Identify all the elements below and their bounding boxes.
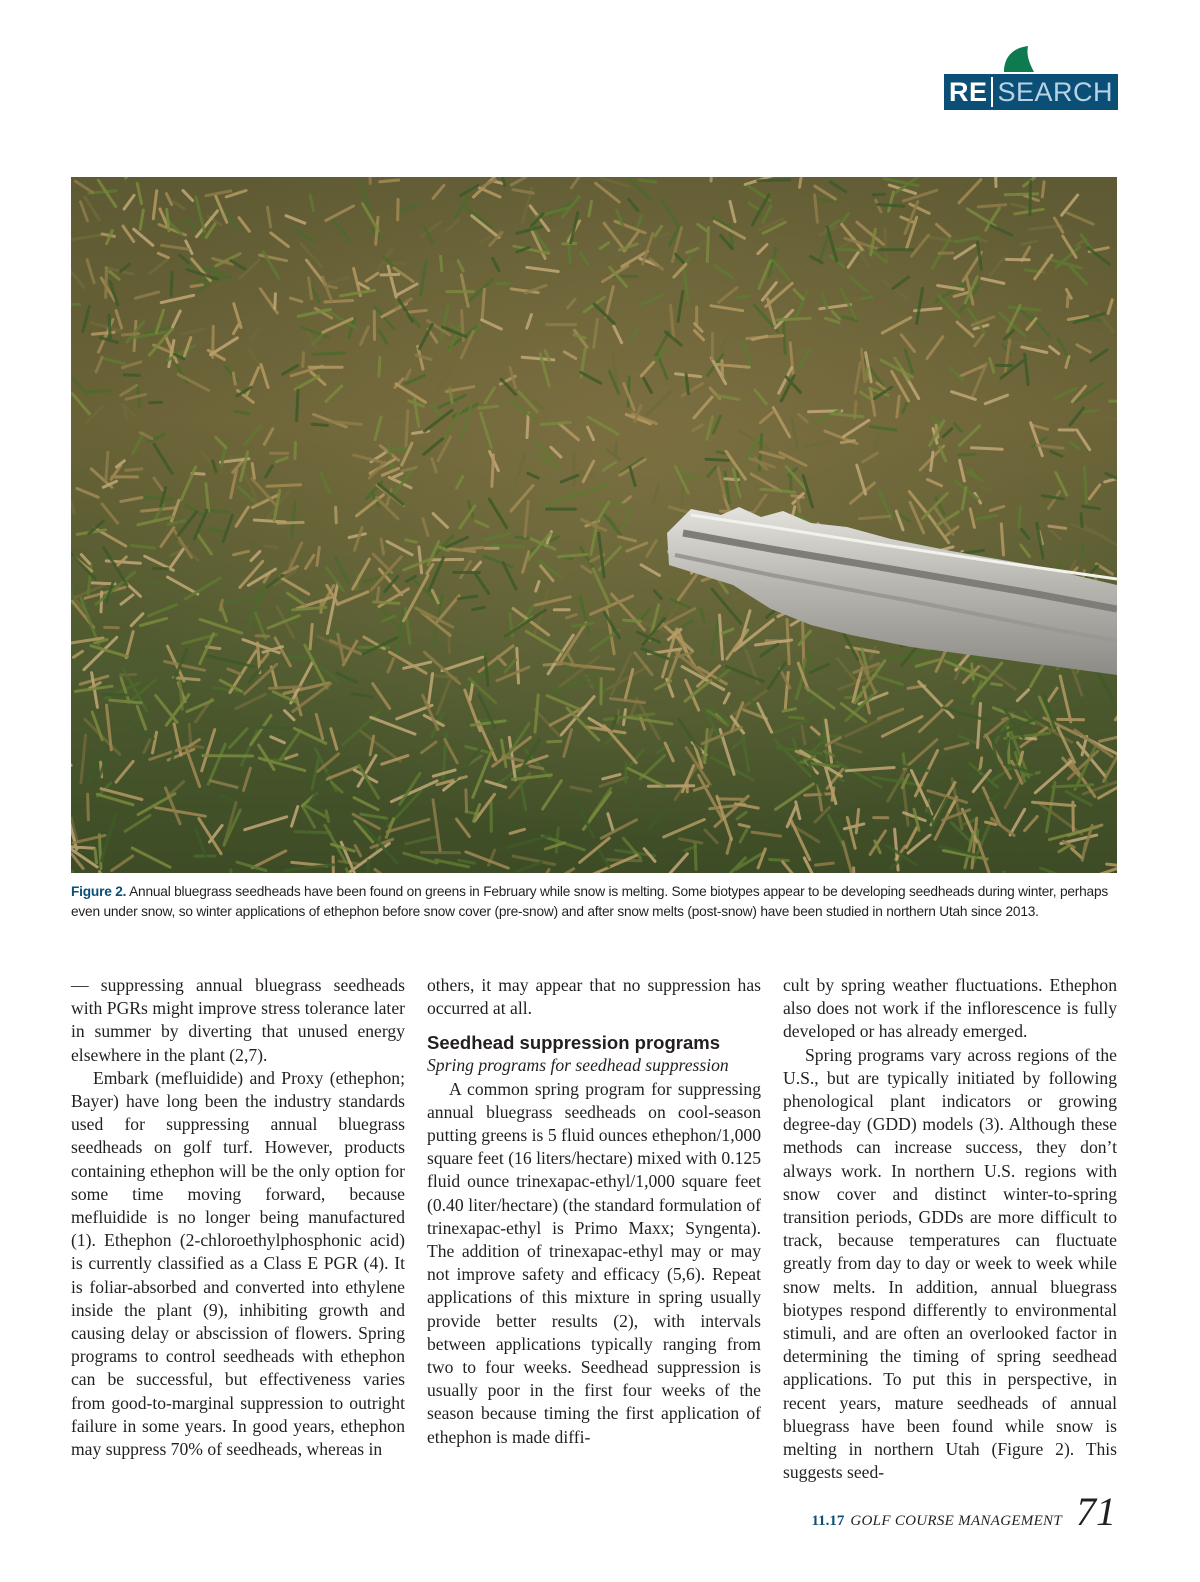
- figure-caption: [71, 882, 1117, 922]
- paragraph: — suppressing annual bluegrass seedheads with PGRs might improve stress tolerance later in summer by diverting that unused energy elsewhere in the plant (2,7).: [71, 975, 405, 1065]
- paragraph: A common spring program for suppressing annual bluegrass seedheads on cool-season putting greens is 5 fluid ounces ethephon/1,000 square feet (16 liters/hectare) mixed with 0.125 fluid ounce trinexapac-ethyl/1,000 square feet (0.40 liter/hectare) (the standard formulation of trinexapac-ethyl is Primo Maxx; Syngenta). The addition of trinexapac-ethyl may or may not improve safety and efficacy (5,6). Repeat applications of this mixture in spring usually provide better results (2), with intervals between applications typically ranging from two to four weeks. Seedhead suppression is usually poor in the first four weeks of the season because timing the first application of ethephon is made diffi-: [427, 1078, 761, 1447]
- text-column-3: [783, 974, 1117, 1484]
- paragraph: Embark (mefluidide) and Proxy (ethephon; Bayer) have long been the industry standards used for suppressing annual bluegrass seedheads on golf turf. However, products containing ethephon will be the only option for some time moving forward, because mefluidide is no longer being manufactured (1). Ethephon (2-chloroethylphosphonic acid) is currently classified as a Class E PGR (4). It is foliar-absorbed and converted into ethylene inside the plant (9), inhibiting growth and causing delay or abscission of flowers. Spring programs to control seedheads with ethephon can be successful, but effectiveness varies from good-to-marginal suppression to outright failure in some years. In good years, ethephon may suppress 70% of seedheads, whereas in: [71, 1067, 405, 1460]
- badge-divider: [991, 77, 993, 107]
- research-section-badge: [944, 46, 1118, 112]
- leaf-fin-icon: [1002, 46, 1034, 72]
- page-number: 71: [1076, 1489, 1116, 1534]
- badge-box: [944, 74, 1118, 110]
- page-footer: [811, 1488, 1116, 1560]
- text-column-1: [71, 974, 405, 1461]
- paragraph: cult by spring weather fluctuations. Ethephon also does not work if the inflorescence is fully developed or has already emerged.: [783, 975, 1117, 1042]
- turf-key-image: [71, 177, 1117, 873]
- text-column-2: [427, 974, 761, 1449]
- paragraph: others, it may appear that no suppression has occurred at all.: [427, 975, 761, 1019]
- turf-photo: [71, 177, 1117, 873]
- issue-date: 11.17: [811, 1513, 845, 1529]
- badge-search: SEARCH: [997, 77, 1114, 107]
- paragraph: Spring programs vary across regions of the U.S., but are typically initiated by following phenological plant indicators or growing degree-day (GDD) models (3). Although these methods can increase success, they don’t always work. In northern U.S. regions with snow cover and distinct winter-to-spring transition periods, GDDs are more difficult to track, because temperatures can fluctuate greatly from day to day or week to week while snow melts. In addition, annual bluegrass biotypes respond differently to environmental stimuli, and are often an overlooked factor in determining the timing of spring seedhead applications. To put this in perspective, in recent years, mature seedheads of annual bluegrass have been found while snow is melting in northern Utah (Figure 2). This suggests seed-: [783, 1044, 1117, 1483]
- badge-re: RE: [948, 77, 988, 107]
- section-subheading: Spring programs for seedhead suppression: [427, 1055, 729, 1076]
- caption-text: Annual bluegrass seedheads have been found on greens in February while snow is melting. Some biotypes appear to be developing seedheads during winter, perhaps even under snow, so winter applications of ethephon before snow cover (pre-snow) and after snow melts (post-snow) have been studied in northern Utah since 2013.: [71, 884, 1109, 919]
- magazine-name: GOLF COURSE MANAGEMENT: [850, 1513, 1062, 1529]
- section-heading: Seedhead suppression programs: [427, 1032, 721, 1054]
- caption-label: Figure 2.: [71, 884, 127, 899]
